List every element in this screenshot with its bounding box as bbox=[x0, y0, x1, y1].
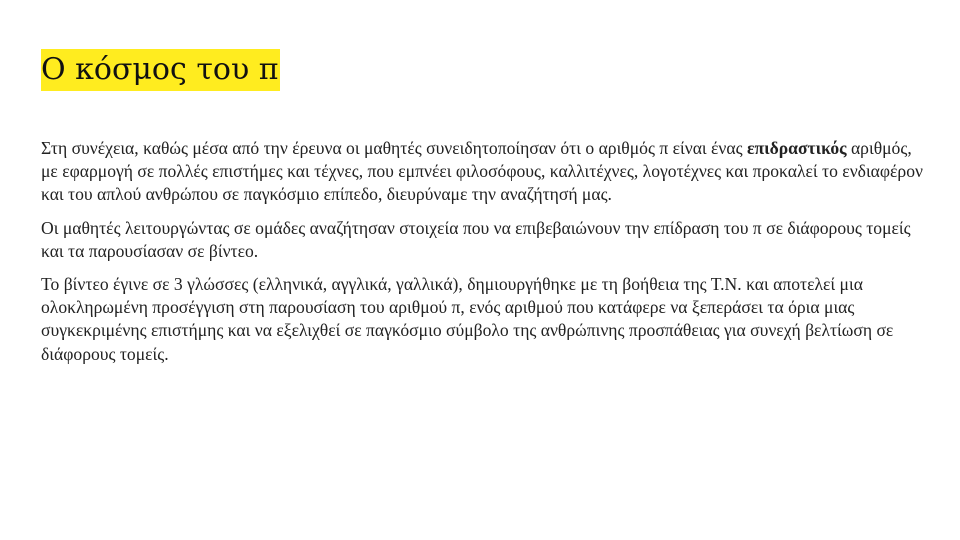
paragraph-1-after: αριθμός, με εφαρμογή σε πολλές επιστήμες και τέχνες, που εμπνέει φιλοσόφους, καλλιτέχνες, λογοτέχνες και προκαλεί το ενδιαφέρον και του απλού ανθρώπου σε παγκόσμιο επίπεδο, διευρύναμε την αναζήτησή μας. bbox=[41, 138, 923, 205]
paragraph-1-bold-word: επιδραστικός bbox=[746, 138, 847, 158]
slide-title: Ο κόσμος του π bbox=[41, 49, 280, 91]
paragraph-1-before: Στη συνέχεια, καθώς μέσα από την έρευνα οι μαθητές συνειδητοποίησαν ότι ο αριθμός π είναι ένας bbox=[41, 138, 747, 158]
paragraph-1 bbox=[41, 137, 931, 207]
paragraph-3: Το βίντεο έγινε σε 3 γλώσσες (ελληνικά, αγγλικά, γαλλικά), δημιουργήθηκε με τη βοήθεια της Τ.Ν. και αποτελεί μια ολοκληρωμένη προσέγγιση στη παρουσίαση του αριθμού π, ενός αριθμού που κατάφερε να ξεπεράσει τα όρια μιας συγκεκριμένης επιστήμης και να εξελιχθεί σε παγκόσμιο σύμβολο της ανθρώπινης προσπάθειας για συνεχή βελτίωση σε διάφορους τομείς. bbox=[41, 274, 894, 364]
slide-body bbox=[41, 137, 931, 376]
paragraph-2: Οι μαθητές λειτουργώντας σε ομάδες αναζήτησαν στοιχεία που να επιβεβαιώνουν την επίδραση του π σε διάφορους τομείς και τα παρουσίασαν σε βίντεο. bbox=[41, 217, 911, 261]
